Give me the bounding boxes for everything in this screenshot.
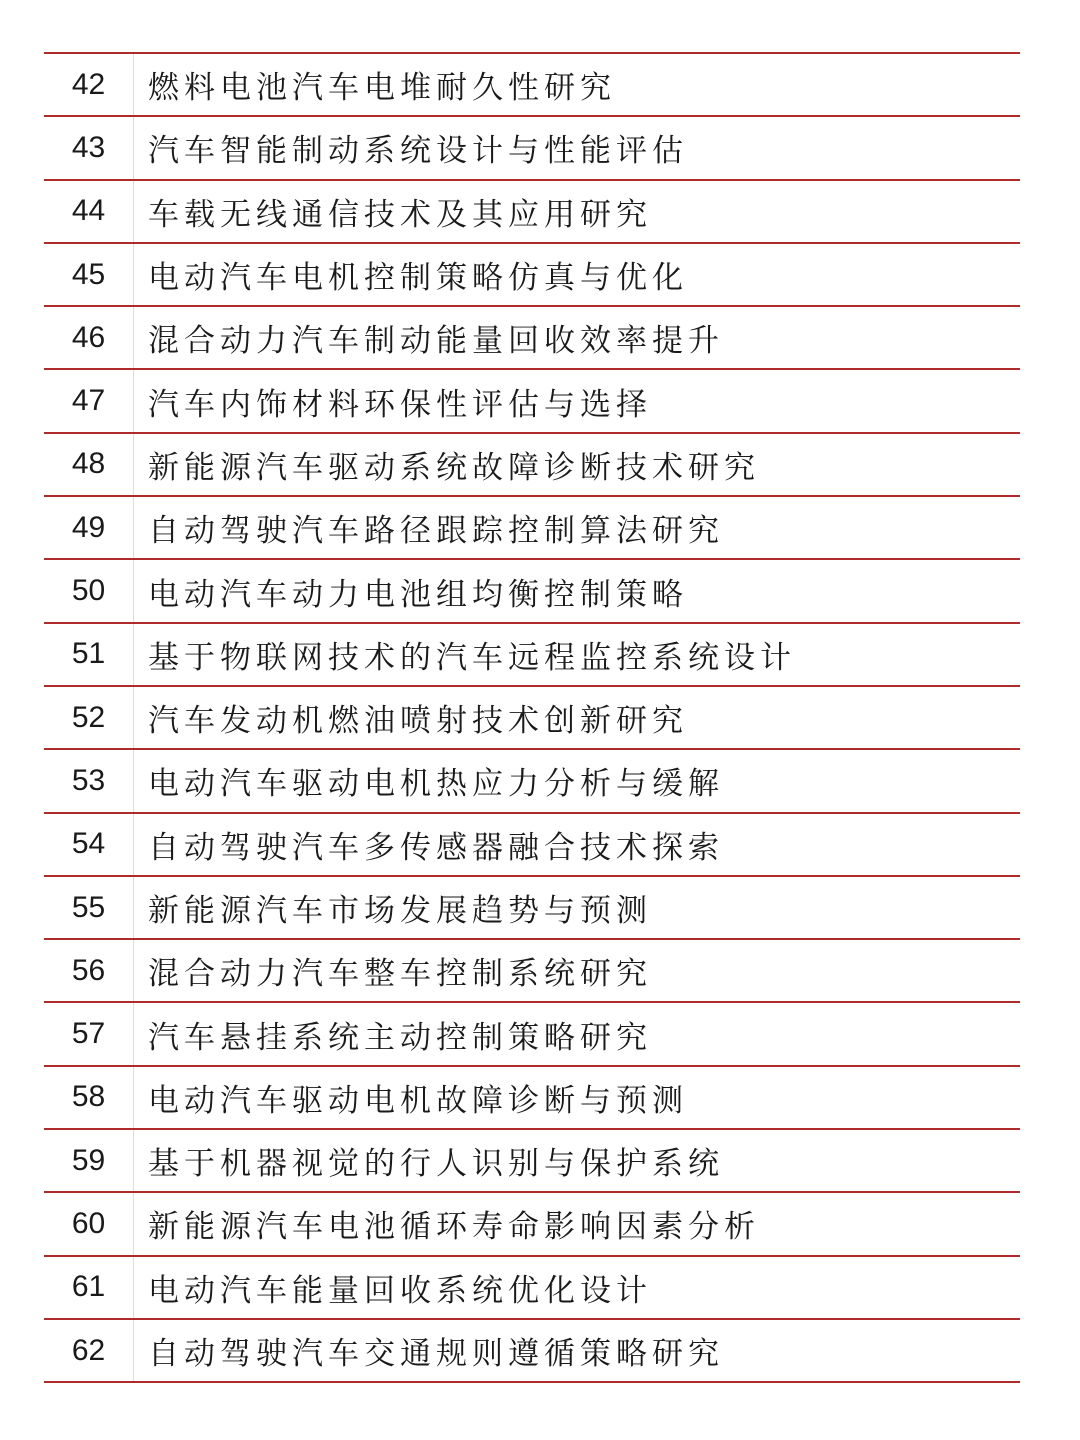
table-row xyxy=(44,1320,1020,1383)
column-divider xyxy=(133,1130,134,1191)
row-title: 电动汽车能量回收系统优化设计 xyxy=(148,1272,652,1309)
table-row xyxy=(44,624,1020,687)
row-title: 混合动力汽车整车控制系统研究 xyxy=(148,956,652,993)
column-divider xyxy=(133,750,134,811)
column-divider xyxy=(133,1193,134,1254)
row-number: 45 xyxy=(71,257,106,291)
table-row xyxy=(44,181,1020,244)
row-title: 汽车悬挂系统主动控制策略研究 xyxy=(148,1019,652,1056)
table-row xyxy=(44,497,1020,560)
row-title: 汽车智能制动系统设计与性能评估 xyxy=(148,133,688,170)
row-title: 汽车发动机燃油喷射技术创新研究 xyxy=(148,703,688,740)
row-number: 42 xyxy=(71,67,106,101)
table-row xyxy=(44,117,1020,180)
row-number: 50 xyxy=(71,574,106,608)
table-row xyxy=(44,814,1020,877)
column-divider xyxy=(133,434,134,495)
row-title: 自动驾驶汽车交通规则遵循策略研究 xyxy=(148,1336,724,1373)
column-divider xyxy=(133,117,134,178)
row-number: 51 xyxy=(71,637,106,671)
table-row xyxy=(44,1003,1020,1066)
row-number: 44 xyxy=(71,194,106,228)
table-row xyxy=(44,1067,1020,1130)
row-number: 47 xyxy=(71,384,106,418)
column-divider xyxy=(133,244,134,305)
row-title: 自动驾驶汽车路径跟踪控制算法研究 xyxy=(148,513,724,550)
table-row xyxy=(44,434,1020,497)
row-title: 电动汽车电机控制策略仿真与优化 xyxy=(148,260,688,297)
column-divider xyxy=(133,54,134,115)
row-title: 基于机器视觉的行人识别与保护系统 xyxy=(148,1146,724,1183)
table-row xyxy=(44,1130,1020,1193)
row-number: 49 xyxy=(71,510,106,544)
column-divider xyxy=(133,687,134,748)
row-title: 燃料电池汽车电堆耐久性研究 xyxy=(148,70,616,107)
column-divider xyxy=(133,370,134,431)
row-title: 电动汽车动力电池组均衡控制策略 xyxy=(148,576,688,613)
column-divider xyxy=(133,497,134,558)
row-title: 新能源汽车电池循环寿命影响因素分析 xyxy=(148,1209,760,1246)
column-divider xyxy=(133,181,134,242)
row-number: 52 xyxy=(71,700,106,734)
table-row xyxy=(44,370,1020,433)
row-number: 46 xyxy=(71,320,106,354)
table-row xyxy=(44,54,1020,117)
row-title: 新能源汽车市场发展趋势与预测 xyxy=(148,893,652,929)
column-divider xyxy=(133,560,134,621)
column-divider xyxy=(133,624,134,685)
row-number: 56 xyxy=(71,953,106,987)
row-number: 58 xyxy=(71,1080,106,1114)
row-number: 48 xyxy=(71,447,106,481)
table-row xyxy=(44,560,1020,623)
row-title: 车载无线通信技术及其应用研究 xyxy=(148,196,652,233)
row-number: 61 xyxy=(71,1270,106,1304)
table-row xyxy=(44,877,1020,940)
row-number: 60 xyxy=(71,1206,106,1240)
column-divider xyxy=(133,307,134,368)
row-title: 基于物联网技术的汽车远程监控系统设计 xyxy=(148,639,796,676)
row-title: 电动汽车驱动电机热应力分析与缓解 xyxy=(148,766,724,803)
row-number: 57 xyxy=(71,1017,106,1051)
row-title: 新能源汽车驱动系统故障诊断技术研究 xyxy=(148,449,760,486)
table-row xyxy=(44,750,1020,813)
table-row xyxy=(44,940,1020,1003)
column-divider xyxy=(133,814,134,875)
row-title: 电动汽车驱动电机故障诊断与预测 xyxy=(148,1082,688,1119)
row-number: 55 xyxy=(71,890,106,924)
row-title: 混合动力汽车制动能量回收效率提升 xyxy=(148,323,724,360)
row-number: 59 xyxy=(71,1143,106,1177)
row-number: 43 xyxy=(71,130,106,164)
table-row xyxy=(44,307,1020,370)
table-row xyxy=(44,1193,1020,1256)
table-row xyxy=(44,244,1020,307)
topic-table xyxy=(44,52,1020,1383)
row-number: 54 xyxy=(71,827,106,861)
table-row xyxy=(44,687,1020,750)
table-row xyxy=(44,1257,1020,1320)
column-divider xyxy=(133,1003,134,1064)
row-title: 汽车内饰材料环保性评估与选择 xyxy=(148,386,652,423)
row-number: 62 xyxy=(71,1333,106,1367)
column-divider xyxy=(133,1257,134,1318)
column-divider xyxy=(133,940,134,1001)
row-title: 自动驾驶汽车多传感器融合技术探索 xyxy=(148,829,724,866)
row-number: 53 xyxy=(71,763,106,797)
column-divider xyxy=(133,1320,134,1381)
column-divider xyxy=(133,1067,134,1128)
column-divider xyxy=(133,877,134,938)
